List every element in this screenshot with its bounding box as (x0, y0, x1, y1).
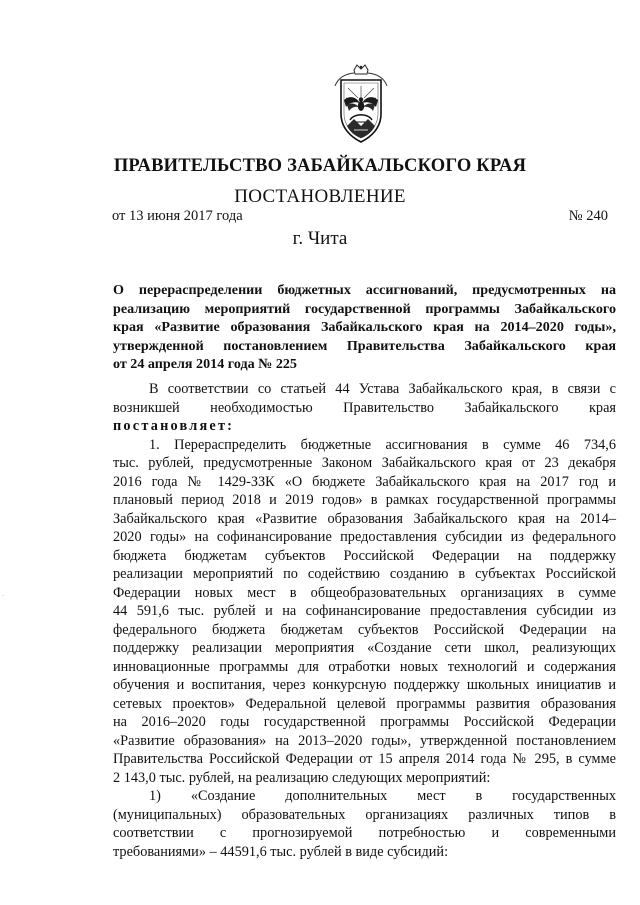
body-line: 2016 года № 1429-ЗЗК «О бюджете Забайкальского края на 2017 год и (113, 473, 616, 490)
body-line: на 2016–2020 годы государственной программы Российской Федерации (113, 714, 616, 730)
document-date: от 13 июня 2017 года (112, 208, 243, 224)
body-line: поддержку реализации мероприятия «Создание сети школ, реализующих (113, 640, 616, 656)
body-line: 1. Перераспределить бюджетные ассигнования в сумме 46 734,6 (149, 436, 616, 453)
title-line: О перераспределении бюджетных ассигнований, предусмотренных на (113, 282, 616, 298)
margin-mark: · (2, 592, 5, 600)
zabaykalsky-coat-of-arms-icon (330, 64, 392, 146)
body-line: Правительства Российской Федерации от 15 апреля 2014 года № 295, в сумме (113, 751, 616, 767)
title-line: от 24 апреля 2014 года № 225 (113, 356, 297, 372)
body-line: сетевых проектов» Федеральной целевой программы развития образования (113, 695, 616, 712)
coat-of-arms-graphic (330, 64, 392, 146)
title-line: утвержденной постановлением Правительства Забайкальского края (113, 337, 616, 354)
body-line: тыс. рублей, предусмотренные Законом Забайкальского края от 23 декабря (113, 455, 616, 471)
title-line: реализацию мероприятий государственной программы Забайкальского (113, 300, 616, 317)
body-line: реализации мероприятий по содействию созданию в субъектах Российской (113, 566, 616, 582)
document-number: № 240 (568, 208, 608, 224)
resolution-body (113, 380, 616, 861)
body-line: федерального бюджета бюджетам субъектов Российской Федерации на (113, 621, 616, 638)
document-type: ПОСТАНОВЛЕНИЕ (234, 186, 406, 207)
body-line: Забайкальского края «Развитие образования Забайкальского края на 2014– (113, 510, 616, 527)
resolution-title (113, 281, 616, 374)
body-line: плановый период 2018 и 2019 годов» в рамках государственной программы (113, 492, 616, 508)
body-line: обучения и воспитания, через конкурсную поддержку школьных инициатив и (113, 677, 616, 693)
government-title: ПРАВИТЕЛЬСТВО ЗАБАЙКАЛЬСКОГО КРАЯ (113, 156, 527, 176)
document-city: г. Чита (292, 228, 348, 249)
body-line: 2 143,0 тыс. рублей, на реализацию следующих мероприятий: (113, 769, 491, 786)
body-line: 44 591,6 тыс. рублей и на софинансирование предоставления субсидии из (113, 603, 616, 619)
title-line: края «Развитие образования Забайкальского края на 2014–2020 годы», (113, 319, 616, 335)
body-line: «Развитие образования» на 2013–2020 годы», утвержденной постановлением (113, 732, 616, 749)
body-line: 2020 годы» на софинансирование предоставления субсидии из федерального (113, 529, 616, 545)
decree-keyword: постановляет: (113, 418, 235, 434)
body-line: требованиями» – 44591,6 тыс. рублей в виде субсидий: (113, 843, 449, 860)
body-line: инновационные программы для отработки новых технологий и содержания (113, 658, 616, 675)
body-line: В соответствии со статьей 44 Устава Забайкальского края, в связи с (149, 381, 616, 397)
body-line: (муниципальных) образовательных организациях различных типов в (113, 806, 616, 823)
body-line: соответствии с прогнозируемой потребностью и современными (113, 825, 616, 841)
body-line: 1) «Создание дополнительных мест в государственных (149, 788, 616, 804)
body-line: возникшей необходимостью Правительство Забайкальского края (113, 399, 616, 416)
body-line: Федерации новых мест в общеобразовательных организациях в сумме (113, 584, 616, 601)
body-line: бюджета бюджетам субъектов Российской Федерации на поддержку (113, 547, 616, 564)
